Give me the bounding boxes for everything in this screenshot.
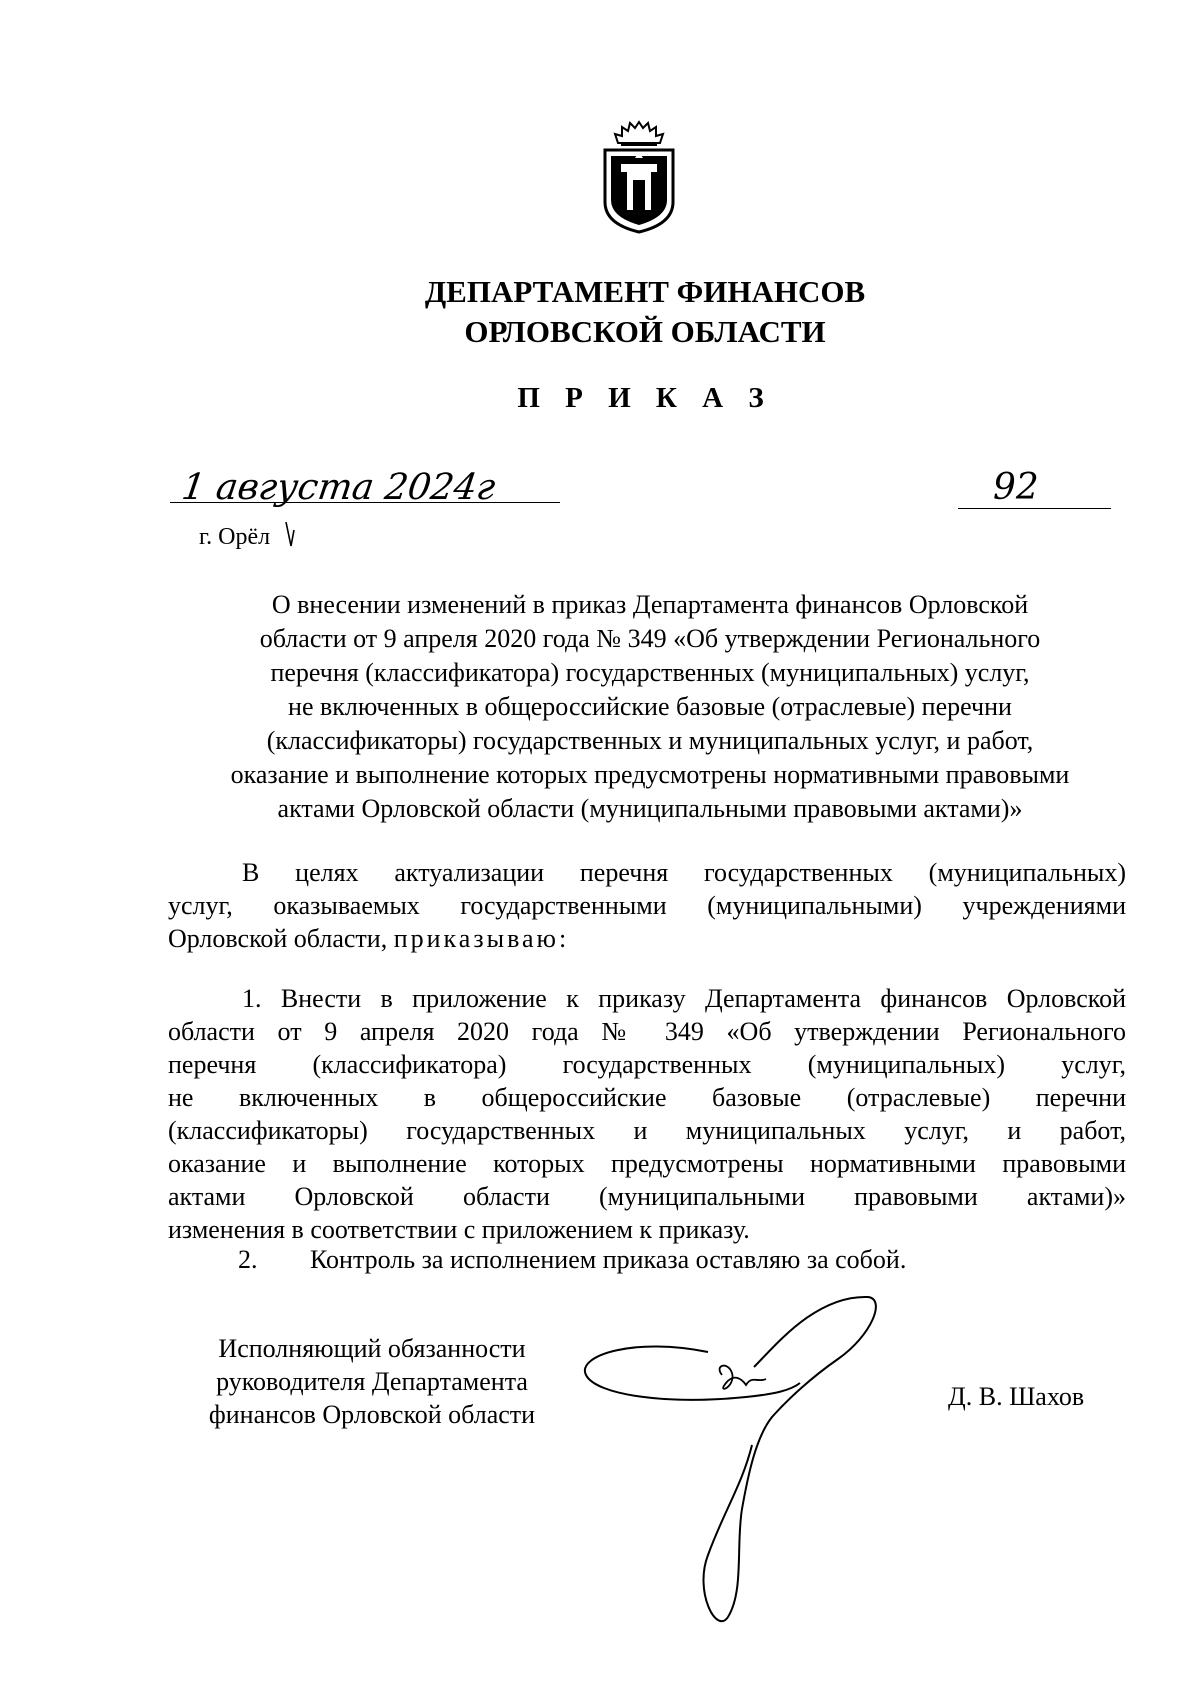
signer-position: [172, 1332, 572, 1431]
handwritten-number: 92: [993, 467, 1039, 508]
department-line-2: ОРЛОВСКОЙ ОБЛАСТИ: [464, 314, 826, 349]
department-title: [0, 272, 1200, 352]
city: г. Орёл: [199, 524, 271, 550]
title-line: актами Орловской области (муниципальными правовыми актами)»: [277, 794, 1023, 823]
document-type: П Р И К А З: [517, 382, 773, 414]
preamble-line: услуг, оказываемых государственными (муниципальными) учреждениями: [168, 891, 1126, 920]
order-verb: приказываю:: [393, 924, 570, 953]
signer-name: Д. В. Шахов: [948, 1382, 1085, 1411]
tick-mark: [283, 520, 297, 552]
item-2: [238, 1243, 906, 1276]
title-line: О внесении изменений в приказ Департамента финансов Орловской: [271, 590, 1029, 619]
item-1-line: (классификаторы) государственных и муниципальных услуг, и работ,: [168, 1116, 1126, 1145]
title-line: не включенных в общероссийские базовые (отраслевые) перечни: [288, 692, 1012, 721]
item-1-line: изменения в соответствии с приложением к приказу.: [168, 1215, 750, 1244]
order-title: [170, 588, 1130, 826]
title-line: перечня (классификатора) государственных (муниципальных) услуг,: [270, 658, 1030, 687]
coat-of-arms-icon: [597, 118, 681, 236]
item-1-line: не включенных в общероссийские базовые (отраслевые) перечни: [168, 1083, 1126, 1112]
handwritten-signature: [576, 1295, 906, 1625]
title-line: оказание и выполнение которых предусмотрены нормативными правовыми: [230, 760, 1070, 789]
handwritten-date: 1 августа 2024г: [179, 467, 498, 508]
date-underline: [170, 502, 560, 503]
position-line: руководителя Департамента: [216, 1367, 528, 1396]
item-2-number: 2.: [238, 1245, 258, 1274]
title-line: области от 9 апреля 2020 года № 349 «Об утверждении Регионального: [259, 624, 1041, 653]
item-1-line: оказание и выполнение которых предусмотрены нормативными правовыми: [168, 1149, 1126, 1178]
item-2-text: Контроль за исполнением приказа оставляю за собой.: [310, 1245, 907, 1274]
item-1: [168, 982, 1126, 1246]
number-underline: [958, 508, 1111, 509]
preamble-line: Орловской области, приказываю:: [168, 924, 570, 953]
title-line: (классификаторы) государственных и муниципальных услуг, и работ,: [266, 726, 1034, 755]
item-1-line: актами Орловской области (муниципальными правовыми актами)»: [168, 1182, 1126, 1211]
item-1-line: перечня (классификатора) государственных (муниципальных) услуг,: [168, 1050, 1126, 1079]
item-1-line: области от 9 апреля 2020 года № 349 «Об утверждении Регионального: [168, 1017, 1126, 1046]
department-line-1: ДЕПАРТАМЕНТ ФИНАНСОВ: [424, 274, 866, 309]
preamble: [168, 856, 1126, 955]
position-line: Исполняющий обязанности: [218, 1334, 526, 1363]
item-1-line: 1. Внести в приложение к приказу Департамента финансов Орловской: [242, 984, 1126, 1013]
preamble-line: В целях актуализации перечня государственных (муниципальных): [242, 858, 1126, 887]
position-line: финансов Орловской области: [208, 1400, 536, 1429]
